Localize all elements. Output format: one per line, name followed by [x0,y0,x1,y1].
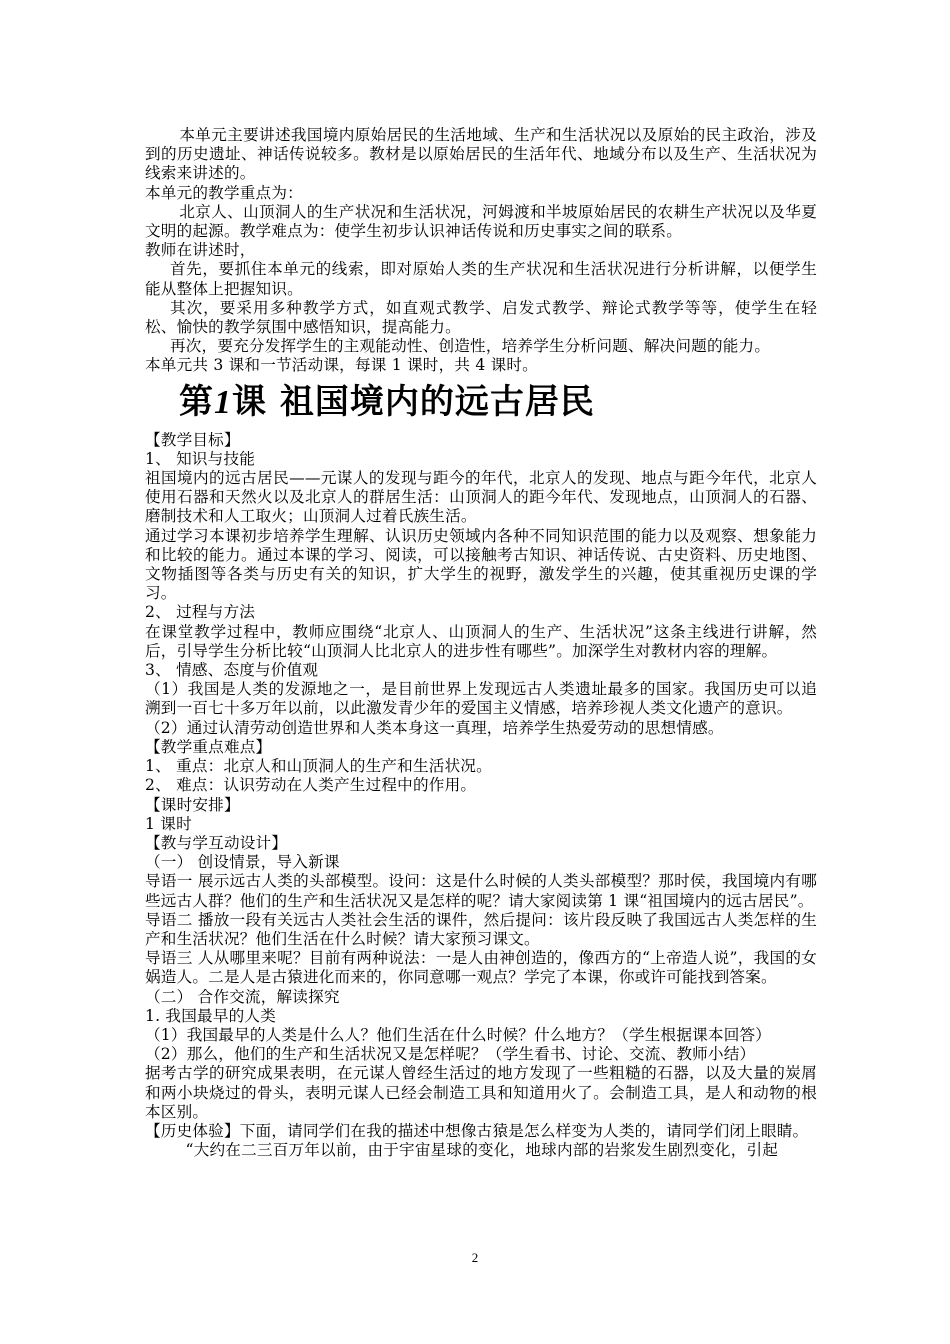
section-heading: 【课时安排】 [145,795,240,814]
body-paragraph: 导语一 展示远古人类的头部模型。设问：这是什么时候的人类头部模型？那时侯，我国境内有哪些远古人群？他们的生产和生活状况又是怎样的呢？请大家阅读第 1 课“祖国境内的远古居民”。 [145,872,817,910]
subsection-heading: 3、 情感、态度与价值观 [145,661,319,680]
section-heading: 【教学重点难点】 [145,737,272,756]
subsection-heading: 1. 我国最早的人类 [145,1006,276,1025]
body-paragraph: 在课堂教学过程中，教师应围绕“北京人、山顶洞人的生产、生活状况”这条主线进行讲解，然后，引导学生分析比较“山顶洞人比北京人的进步性有哪些”。加深学生对教材内容的理解。 [145,622,817,660]
lesson-title-rest: 课 祖国境内的远古居民 [232,381,595,422]
subsection-heading: （一） 创设情景，导入新课 [145,853,340,872]
body-paragraph: （2）通过认清劳动创造世界和人类本身这一真理，培养学生热爱劳动的思想情感。 [145,718,724,737]
section-heading: 【教与学互动设计】 [145,833,288,852]
body-paragraph: 【历史体验】下面，请同学们在我的描述中想像古猿是怎么样变为人类的，请同学们闭上眼睛。 [145,1121,809,1140]
body-paragraph: （1）我国是人类的发源地之一，是目前世界上发现远古人类遗址最多的国家。我国历史可以追溯到一百七十多万年以前，以此激发青少年的爱国主义情感，培养珍视人类文化遗产的意识。 [145,680,817,718]
subsection-heading: （二） 合作交流，解读探究 [145,987,340,1006]
lesson-title [179,382,817,423]
body-paragraph: 导语二 播放一段有关远古人类社会生活的课件，然后提问：该片段反映了我国远古人类怎样的生产和生活状况？他们生活在什么时候？请大家预习课文。 [145,910,817,948]
document-content [145,126,817,1160]
body-paragraph: 通过学习本课初步培养学生理解、认识历史领域内各种不同知识范围的能力以及观察、想象能力和比较的能力。通过本课的学习、阅读，可以接触考古知识、神话传说、古史资料、历史地图、文物插图等各类与历史有关的知识，扩大学生的视野，激发学生的兴趣，使其重视历史课的学习。 [145,526,817,603]
page-number: 2 [471,1250,479,1265]
subsection-heading: 2、 过程与方法 [145,603,256,622]
body-paragraph: “大约在二三百万年以前，由于宇宙星球的变化，地球内部的岩浆发生剧烈变化，引起 [185,1141,779,1160]
intro-paragraph: 本单元主要讲述我国境内原始居民的生活地域、生产和生活状况以及原始的民主政治，涉及到的历史遗址、神话传说较多。教材是以原始居民的生活年代、地域分布以及生产、生活状况为线索来讲述的。 [145,126,817,183]
body-paragraph: 1 课时 [145,814,192,833]
body-paragraph: 据考古学的研究成果表明，在元谋人曾经生活过的地方发现了一些粗糙的石器，以及大量的炭屑和两小块烧过的骨头，表明元谋人已经会制造工具和知道用火了。会制造工具，是人和动物的根本区别。 [145,1064,817,1121]
subsection-heading: 1、 知识与技能 [145,449,256,468]
intro-paragraph: 本单元共 3 课和一节活动课，每课 1 课时，共 4 课时。 [145,356,538,375]
body-paragraph: 导语三 人从哪里来呢？目前有两种说法：一是人由神创造的，像西方的“上帝造人说”，我国的女娲造人。二是人是古猿进化而来的，你同意哪一观点？学完了本课，你或许可能找到答案。 [145,949,817,987]
section-heading: 【教学目标】 [145,430,240,449]
body-paragraph: 2、 难点：认识劳动在人类产生过程中的作用。 [145,776,477,795]
intro-paragraph: 北京人、山顶洞人的生产状况和生活状况，河姆渡和半坡原始居民的农耕生产状况以及华夏文明的起源。教学难点为：使学生初步认识神话传说和历史事实之间的联系。 [145,202,817,241]
intro-paragraph: 再次，要充分发挥学生的主观能动性、创造性，培养学生分析问题、解决问题的能力。 [169,337,771,356]
lesson-title-prefix: 第 [179,381,214,422]
lesson-title-number: 1 [214,383,232,421]
body-paragraph: （1）我国最早的人类是什么人？他们生活在什么时候？什么地方？（学生根据课本回答） [145,1025,772,1044]
intro-paragraph: 本单元的教学重点为： [145,183,303,202]
intro-paragraph: 首先，要抓住本单元的线索，即对原始人类的生产状况和生活状况进行分析讲解，以便学生能从整体上把握知识。 [145,260,817,298]
intro-paragraph: 其次，要采用多种教学方式，如直观式教学、启发式教学、辩论式教学等等，使学生在轻松、愉快的教学氛围中感悟知识，提高能力。 [145,298,817,337]
body-paragraph: 祖国境内的远古居民——元谋人的发现与距今的年代，北京人的发现、地点与距今年代，北京人使用石器和天然火以及北京人的群居生活：山顶洞人的距今年代、发现地点，山顶洞人的石器、磨制技术和人工取火；山顶洞人过着氏族生活。 [145,469,817,526]
intro-paragraph: 教师在讲述时， [145,241,256,260]
body-paragraph: 1、 重点：北京人和山顶洞人的生产和生活状况。 [145,757,492,776]
body-paragraph: （2）那么，他们的生产和生活状况又是怎样呢？（学生看书、讨论、交流、教师小结） [145,1045,756,1064]
